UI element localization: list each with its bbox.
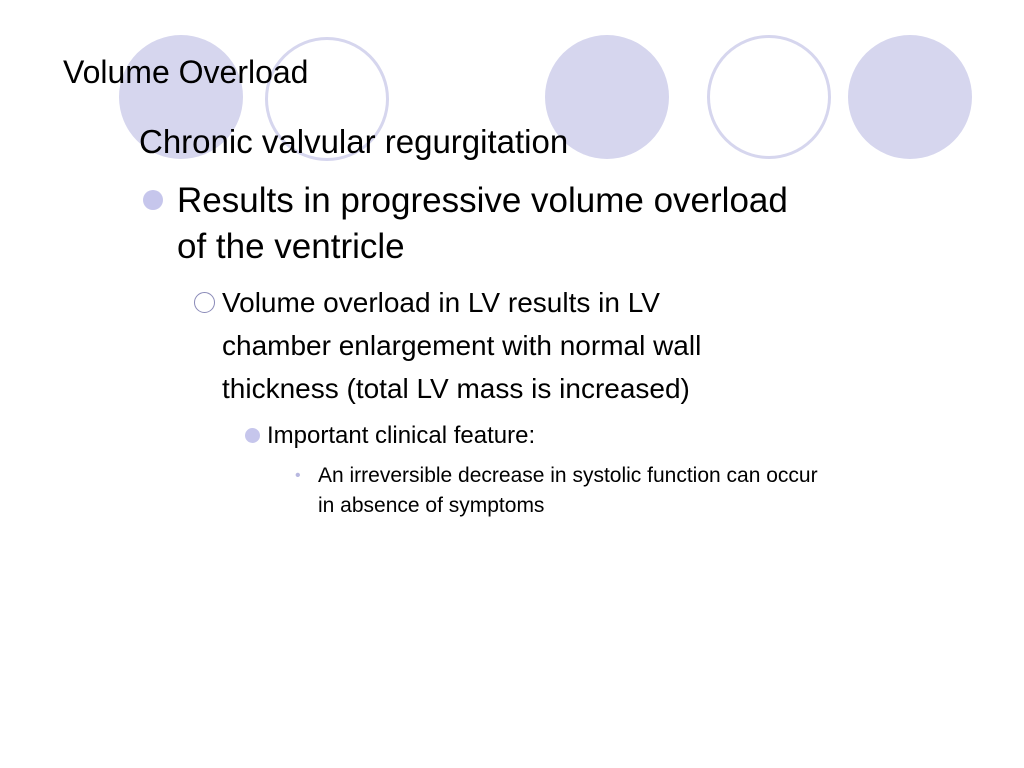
level2-text-line: thickness (total LV mass is increased) [222, 373, 690, 404]
small-bullet-icon: • [295, 467, 301, 484]
decorative-circle-filled [848, 35, 972, 159]
filled-bullet-icon [143, 190, 163, 210]
level3-text-line: Important clinical feature: [267, 422, 536, 449]
slide-title: Volume Overload [63, 54, 309, 90]
level2-text-line: Volume overload in LV results in LV [222, 287, 660, 318]
level1-text-line: Results in progressive volume overload [177, 181, 788, 220]
ring-bullet-icon [194, 292, 215, 313]
subheading: Chronic valvular regurgitation [139, 123, 569, 160]
filled-bullet-icon [245, 428, 260, 443]
level2-text-line: chamber enlargement with normal wall [222, 330, 702, 361]
decorative-circle-outline [707, 35, 831, 159]
level4-text-line: in absence of symptoms [318, 494, 545, 517]
level4-text-line: An irreversible decrease in systolic function can occur [318, 464, 818, 487]
level1-text-line: of the ventricle [177, 227, 405, 266]
